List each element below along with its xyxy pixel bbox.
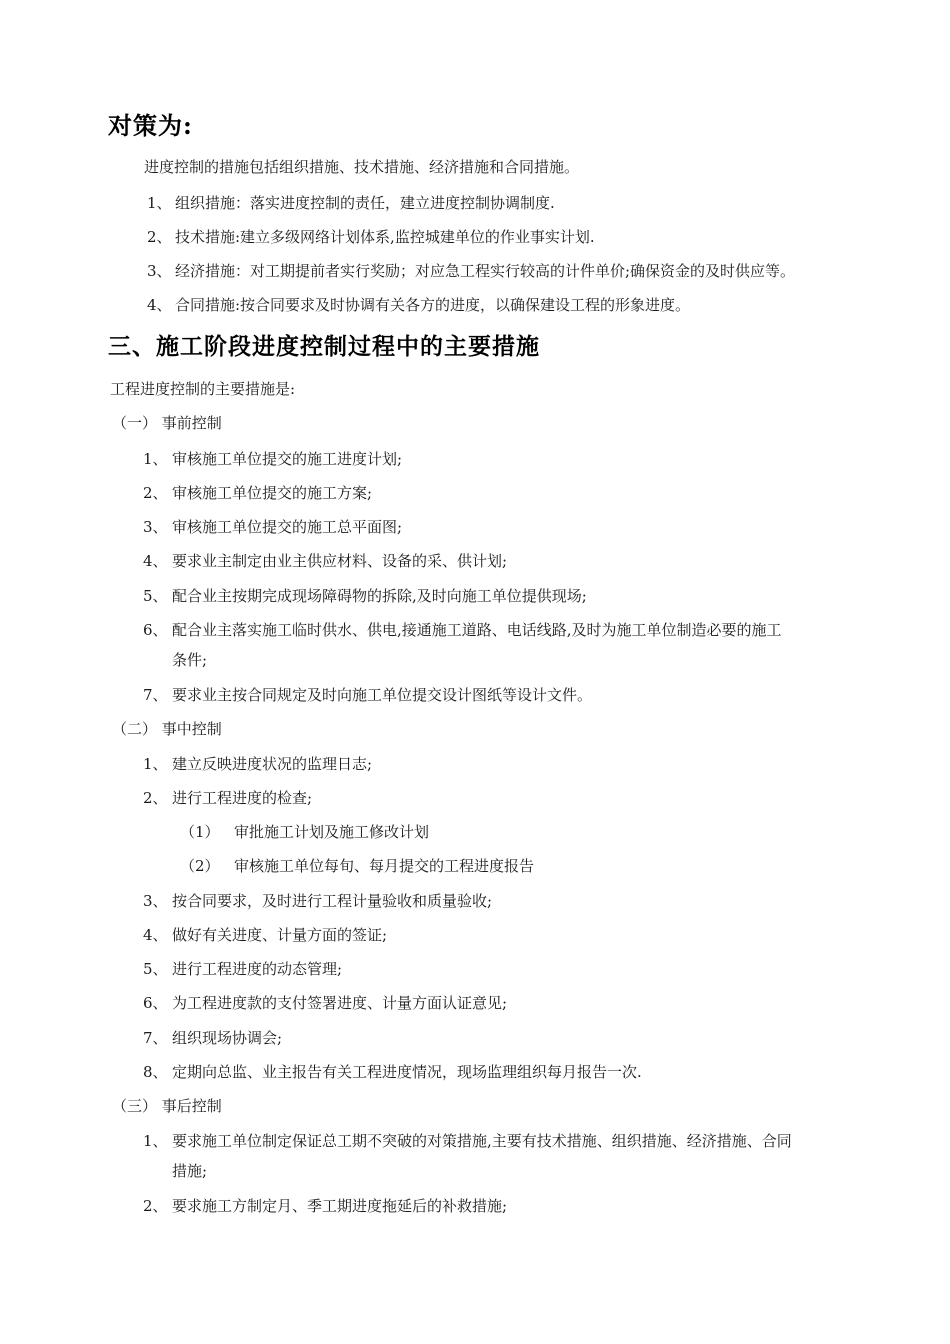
section-title-post: （三） 事后控制 [112,1097,222,1115]
item-number: 2、 [147,228,172,246]
item-number: 4、 [147,296,172,314]
item-number: 7、 [143,1029,168,1047]
item-number: 3、 [143,518,168,536]
item-number: 1、 [147,194,172,212]
item-text: 审核施工单位提交的施工进度计划; [172,450,403,468]
item-number: 3、 [147,262,172,280]
item-number: 6、 [143,994,168,1012]
item-text: 做好有关进度、计量方面的签证; [172,926,388,944]
item-number: 8、 [143,1063,168,1081]
item-text: 定期向总监、业主报告有关工程进度情况，现场监理组织每月报告一次. [172,1063,642,1081]
subitem-text: 审核施工单位每旬、每月提交的工程进度报告 [234,857,535,875]
item-number: 5、 [143,960,168,978]
item-text: 要求业主按合同规定及时向施工单位提交设计图纸等设计文件。 [172,686,593,704]
item-text: 进行工程进度的动态管理; [172,960,343,978]
subitem-number: （1） [180,823,220,841]
heading-main-measures: 三、施工阶段进度控制过程中的主要措施 [108,333,540,360]
main-intro: 工程进度控制的主要措施是: [110,380,296,398]
item-text: 为工程进度款的支付签署进度、计量方面认证意见; [172,994,508,1012]
item-text-continued: 措施; [172,1162,208,1180]
item-number: 1、 [143,755,168,773]
item-text: 组织现场协调会; [172,1029,283,1047]
item-text: 审核施工单位提交的施工方案; [172,484,373,502]
item-text: 按合同要求，及时进行工程计量验收和质量验收; [172,892,493,910]
item-number: 1、 [143,450,168,468]
item-text: 配合业主落实施工临时供水、供电,接通施工道路、电话线路,及时为施工单位制造必要的施工 [172,621,782,639]
intro-paragraph: 进度控制的措施包括组织措施、技术措施、经济措施和合同措施。 [144,158,580,176]
item-number: 5、 [143,587,168,605]
item-text: 合同措施:按合同要求及时协调有关各方的进度，以确保建设工程的形象进度。 [175,296,691,314]
item-number: 3、 [143,892,168,910]
item-text-continued: 条件; [172,651,208,669]
item-text: 要求业主制定由业主供应材料、设备的采、供计划; [172,552,508,570]
item-text: 要求施工方制定月、季工期进度拖延后的补救措施; [172,1197,508,1215]
item-text: 经济措施：对工期提前者实行奖励；对应急工程实行较高的计件单价;确保资金的及时供应等。 [175,262,796,280]
item-text: 技术措施:建立多级网络计划体系,监控城建单位的作业事实计划. [175,228,595,246]
item-number: 4、 [143,926,168,944]
item-number: 2、 [143,789,168,807]
section-title-mid: （二） 事中控制 [112,720,222,738]
item-text: 审核施工单位提交的施工总平面图; [172,518,403,536]
subitem-number: （2） [180,857,220,875]
subitem-text: 审批施工计划及施工修改计划 [234,823,430,841]
item-text: 建立反映进度状况的监理日志; [172,755,373,773]
item-number: 2、 [143,1197,168,1215]
item-number: 4、 [143,552,168,570]
section-title-pre: （一） 事前控制 [112,414,222,432]
item-text: 组织措施：落实进度控制的责任，建立进度控制协调制度. [175,194,555,212]
item-text: 要求施工单位制定保证总工期不突破的对策措施,主要有技术措施、组织措施、经济措施、合同 [172,1132,792,1150]
item-number: 6、 [143,621,168,639]
heading-countermeasures: 对策为: [108,111,193,140]
item-text: 配合业主按期完成现场障碍物的拆除,及时向施工单位提供现场; [172,587,587,605]
item-text: 进行工程进度的检查; [172,789,313,807]
item-number: 2、 [143,484,168,502]
item-number: 1、 [143,1132,168,1150]
item-number: 7、 [143,686,168,704]
